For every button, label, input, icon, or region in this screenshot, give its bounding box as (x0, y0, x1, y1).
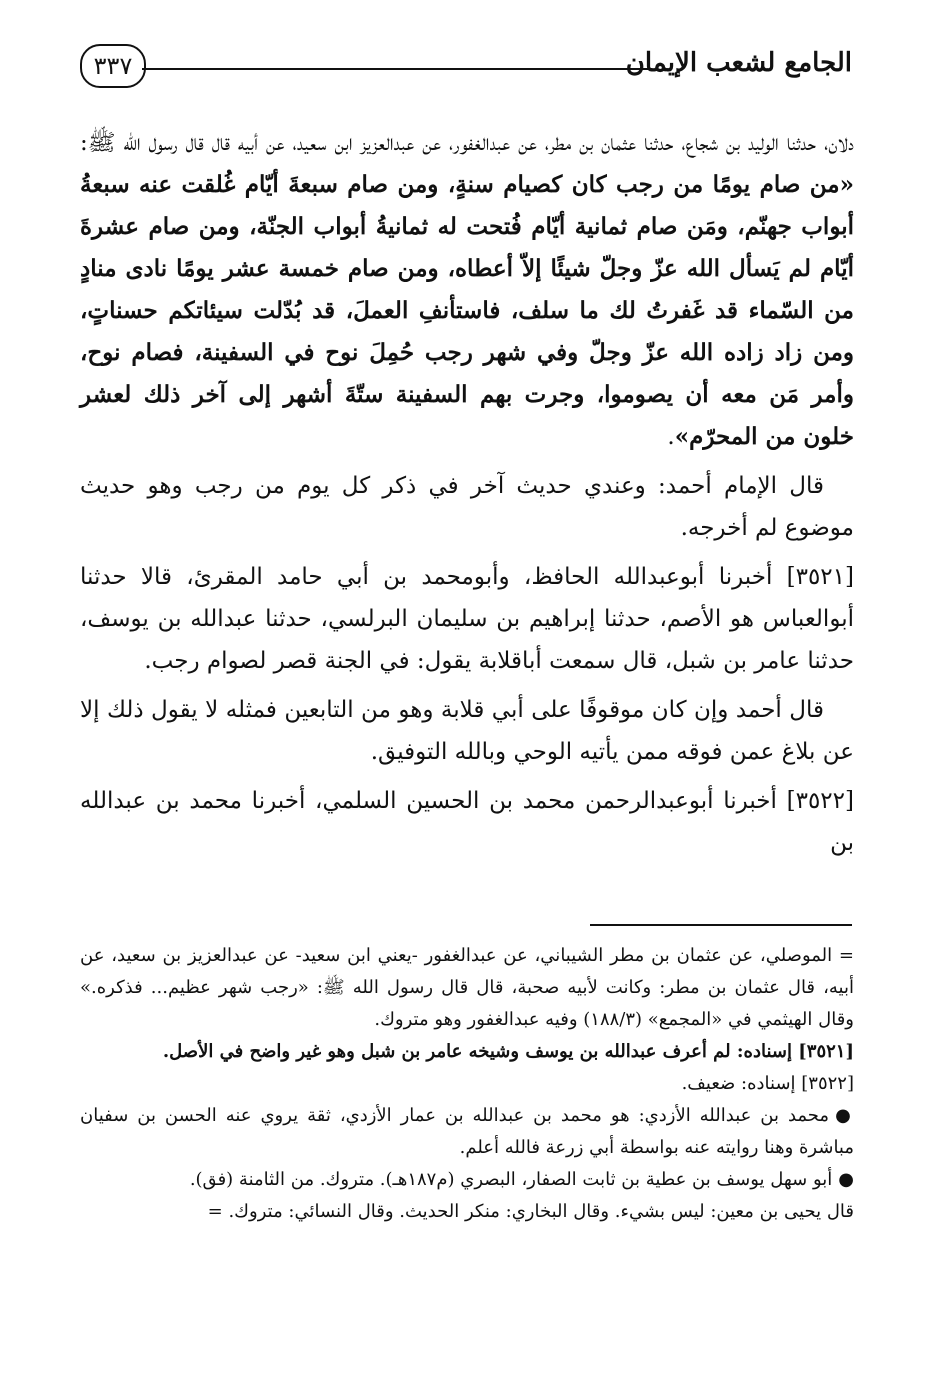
hadith-text: «من صام يومًا من رجب كان كصيام سنةٍ، ومن صام سبعةَ أيّام غُلقت عنه سبعةُ أبواب جهنّم، ومَن صام ثمانية أيّام فُتحت له ثمانيةُ أبواب الجنّة، ومن صام عشرةَ أيّام لم يَسأل الله عزّ وجلّ شيئًا إلاّ أعطاه، ومن صام خمسة عشر يومًا نادى منادٍ من السّماء قد غَفرتُ لك ما سلف، فاستأنفِ العملَ، قد بُدّلت سيئاتكم حسناتٍ، ومن زاد زاده الله عزّ وجلّ وفي شهر رجب حُمِلَ نوح في السفينة، فصام نوح، وأمر مَن معه أن يصوموا، وجرت بهم السفينة ستّةَ أشهر إلى آخر ذلك لعشر خلون من المحرّم» (80, 171, 854, 450)
book-title: الجامع لشعب الإيمان (625, 48, 852, 78)
ahmad-comment-paragraph: قال أحمد وإن كان موقوفًا على أبي قلابة وهو من التابعين فمثله لا يقول ذلك إلا عن بلاغ عمن فوقه ممن يأتيه الوحي وبالله التوفيق. (80, 697, 854, 765)
footnote-narrator-azdi (80, 1100, 854, 1164)
footnotes (80, 940, 854, 1228)
footnote-critics: قال يحيى بن معين: ليس بشيء. وقال البخاري: منكر الحديث. وقال النسائي: متروك. = (207, 1201, 854, 1222)
footnote-narrator-yusuf (80, 1164, 854, 1196)
imam-comment-paragraph: قال الإمام أحمد: وعندي حديث آخر في ذكر كل يوم من رجب وهو حديث موضوع لم أخرجه. (80, 473, 854, 541)
header-rule (142, 68, 652, 70)
main-text (80, 122, 854, 864)
footnote-3521: [٣٥٢١] إسناده: لم أعرف عبدالله بن يوسف وشيخه عامر بن شبل وهو غير واضح في الأصل. (162, 1041, 854, 1062)
footnote-narrator-azdi-text: محمد بن عبدالله الأزدي: هو محمد بن عبدالله بن عمار الأزدي، ثقة يروي عنه الحسن بن سفيان مباشرة وهنا روايته عنه بواسطة أبي زرعة فالله أعلم. (80, 1105, 854, 1158)
footnote-narrator-yusuf-text: أبو سهل يوسف بن عطية بن ثابت الصفار، البصري (م١٨٧هـ). متروك. من الثامنة (فق). (189, 1169, 833, 1190)
page-number: ٣٣٧ (80, 44, 146, 88)
isnad-text: دلان، حدثنا الوليد بن شجاع، حدثنا عثمان بن مطر، عن عبدالغفور، عن عبدالعزيز ابن سعيد، عن أبيه قال قال رسول الله ﷺ: (80, 130, 854, 156)
footnote-continued: = الموصلي، عن عثمان بن مطر الشيباني، عن عبدالغفور -يعني ابن سعيد- عن عبدالعزيز بن سعيد، عن أبيه، قال عثمان بن مطر: وكانت لأبيه صحبة، قال قال رسول الله ﷺ: «رجب شهر عظيم... فذكره.» وقال الهيثمي في «المجمع» (١٨٨/٣) وفيه عبدالغفور وهو متروك. (80, 945, 854, 1030)
footnote-separator (590, 924, 852, 926)
bullet-icon: ● (835, 1105, 854, 1126)
hadith-paragraph (80, 122, 854, 458)
bullet-icon: ● (838, 1169, 854, 1190)
hadith-3521-paragraph: [٣٥٢١] أخبرنا أبوعبدالله الحافظ، وأبومحمد بن أبي حامد المقرئ، قالا حدثنا أبوالعباس هو الأصم، حدثنا إبراهيم بن سليمان البرلسي، حدثنا عبدالله بن يوسف، حدثنا عامر بن شبل، قال سمعت أباقلابة يقول: في الجنة قصر لصوام رجب. (80, 564, 854, 674)
hadith-3522-paragraph: [٣٥٢٢] أخبرنا أبوعبدالرحمن محمد بن الحسين السلمي، أخبرنا محمد بن عبدالله بن (80, 788, 854, 856)
running-header (80, 38, 852, 94)
footnote-3522: [٣٥٢٢] إسناده: ضعيف. (681, 1073, 854, 1094)
hadith-end: . (667, 424, 675, 450)
